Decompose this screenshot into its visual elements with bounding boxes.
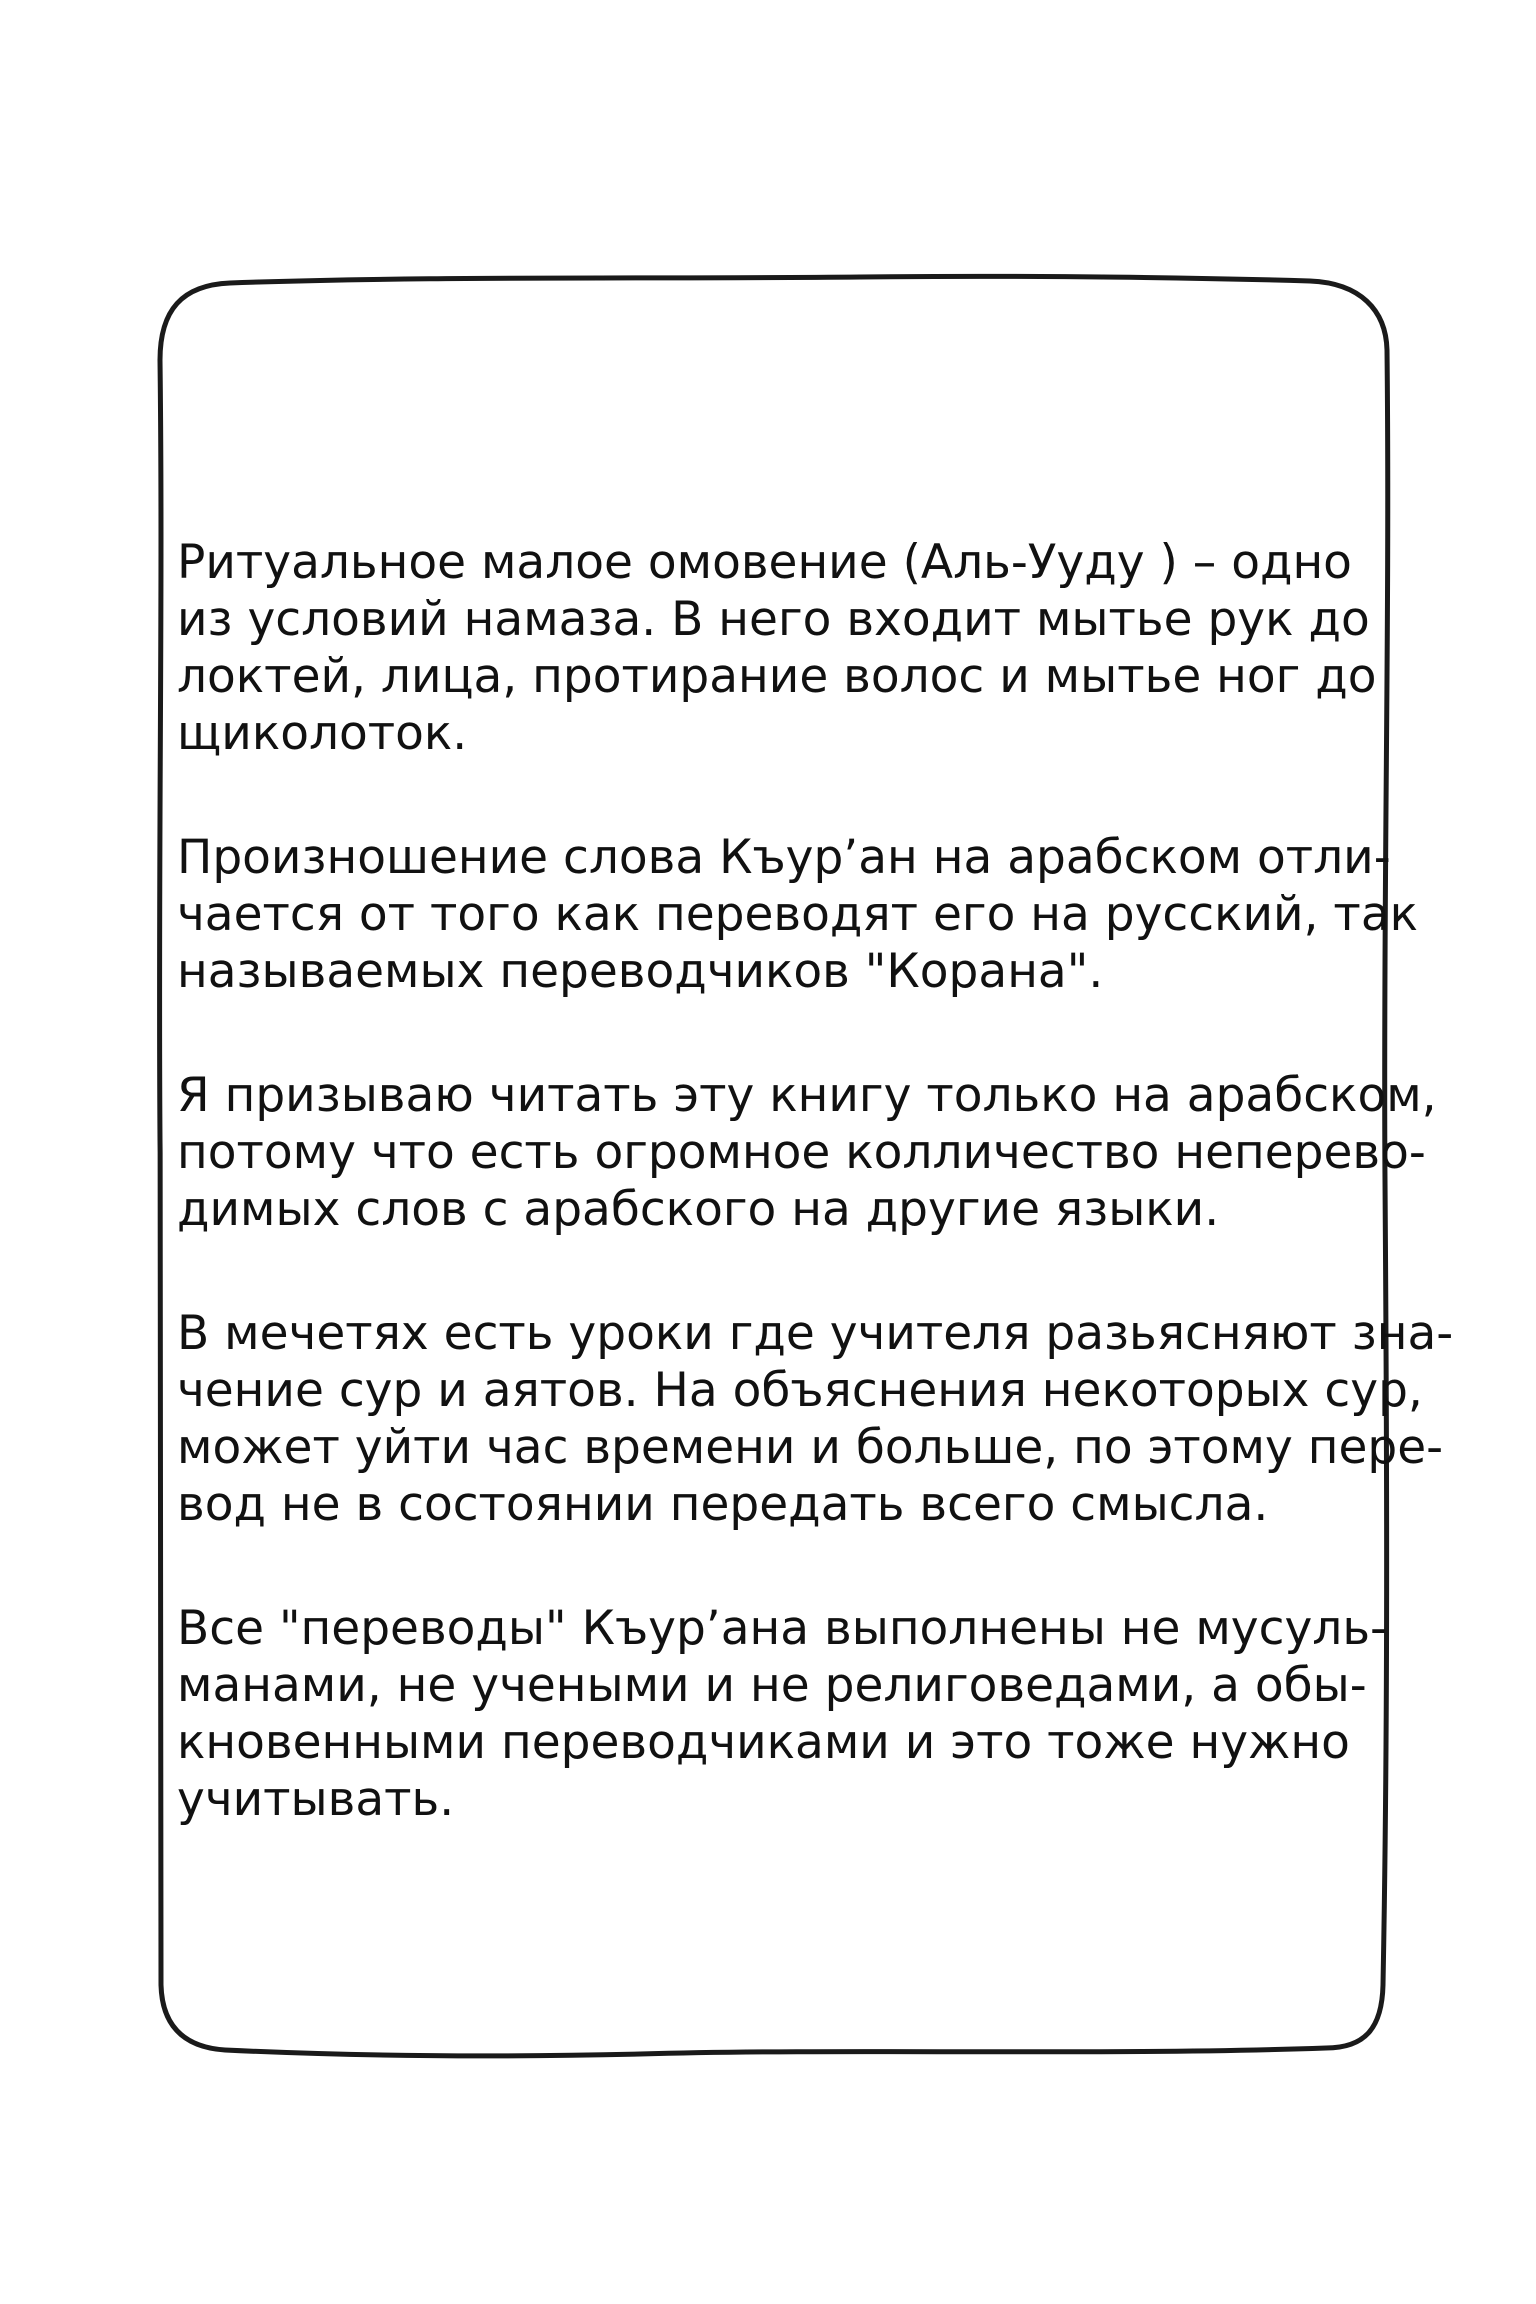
text-line: Все "переводы" Къур’ана выполнены не мусуль- [177, 1601, 1387, 1656]
paragraph-wudu [177, 534, 1392, 762]
text-line: димых слов с арабского на другие языки. [177, 1182, 1220, 1237]
paragraph-pronunciation [177, 829, 1419, 1000]
text-line: Я призываю читать эту книгу только на арабском, [177, 1068, 1437, 1123]
text-line: потому что есть огромное колличество неперево- [177, 1125, 1426, 1180]
text-line: называемых переводчиков "Корана". [177, 944, 1104, 999]
text-line: кновенными переводчиками и это тоже нужно [177, 1715, 1350, 1770]
text-line: Ритуальное малое омовение (Аль-Ууду ) – одно [177, 535, 1352, 590]
text-line: учитывать. [177, 1772, 455, 1827]
paragraph-arabic-reading [177, 1067, 1437, 1238]
text-line: чение сур и аятов. На объяснения некоторых сур, [177, 1363, 1423, 1418]
text-line: из условий намаза. В него входит мытье рук до [177, 592, 1370, 647]
paragraph-mosque-lessons [177, 1305, 1454, 1533]
main-text [177, 534, 1454, 1895]
text-line: вод не в состоянии передать всего смысла. [177, 1477, 1269, 1532]
text-line: может уйти час времени и больше, по этому пере- [177, 1420, 1444, 1475]
text-line: манами, не учеными и не религоведами, а обы- [177, 1658, 1367, 1713]
text-line: В мечетях есть уроки где учителя разьясняют зна- [177, 1306, 1454, 1361]
text-line: Произношение слова Къур’ан на арабском отли- [177, 830, 1391, 885]
text-line: локтей, лица, протирание волос и мытье ног до [177, 649, 1377, 704]
paragraph-translations [177, 1600, 1392, 1828]
text-line: чается от того как переводят его на русский, так [177, 887, 1419, 942]
text-line: щиколоток. [177, 706, 468, 761]
